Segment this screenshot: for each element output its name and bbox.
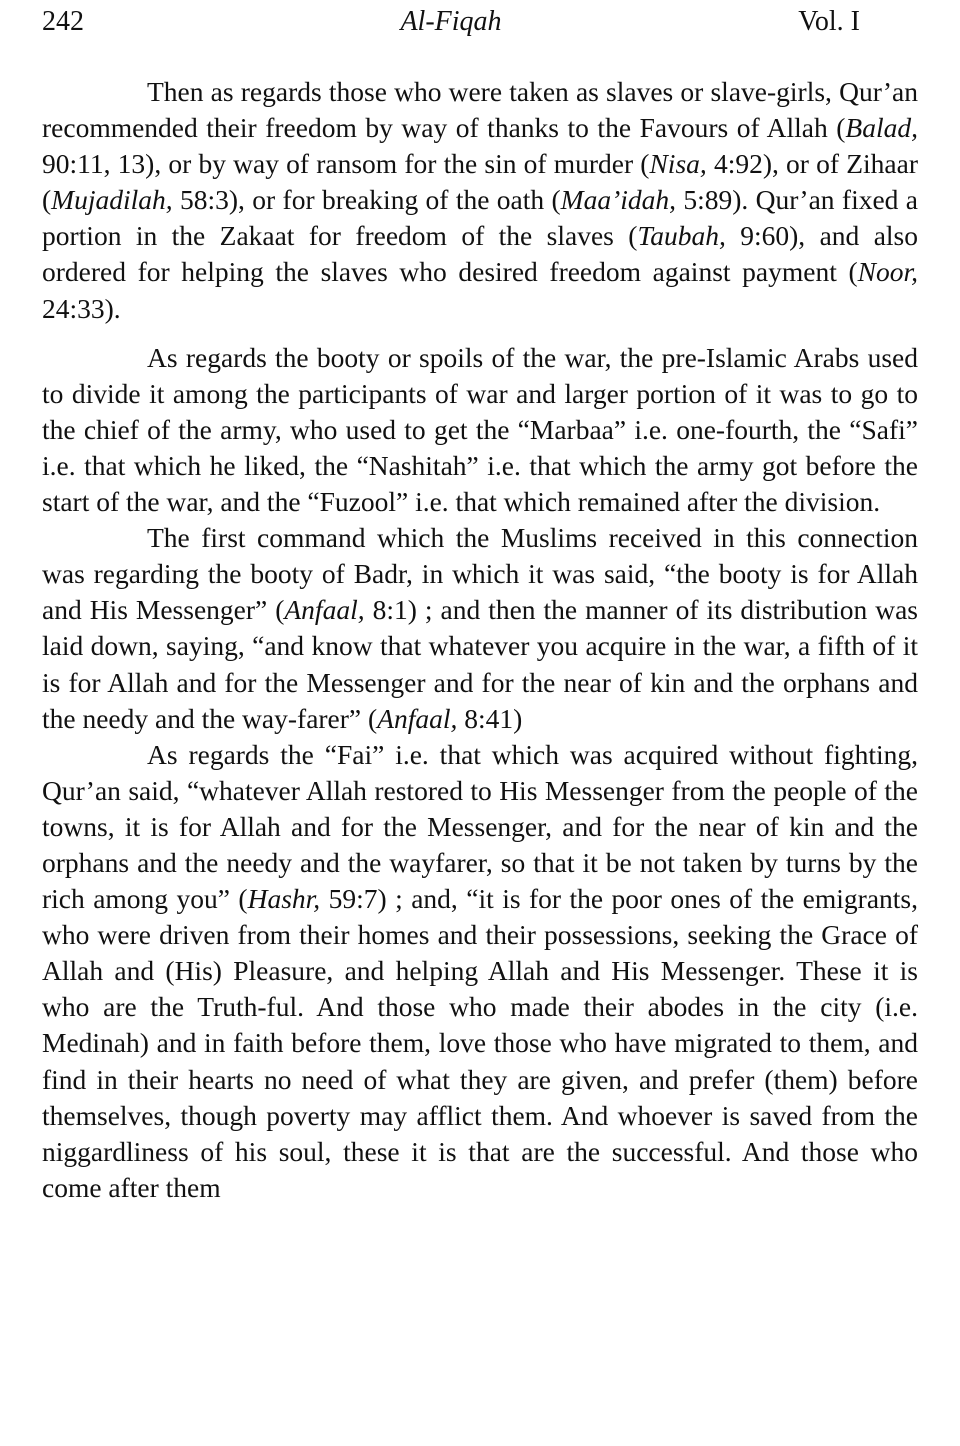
body-paragraph: [42, 340, 918, 520]
text-run: 4:92), or of Zihaar (: [42, 148, 918, 216]
text-run: 8:1) ; and then the manner of its distribution was laid down, saying, “and know that whatever you acquire in the war, a fifth of it is for Allah and for the Messenger and for the near of kin and the orphans and the needy and the way-farer” (: [42, 594, 919, 734]
text-run: 58:3), or for breaking of the oath (: [172, 184, 561, 216]
text-run: Then as regards those who were taken as slaves or slave-girls, Qur’an recommended their freedom by way of thanks to the Favours of Allah (: [42, 76, 918, 144]
text-run: 8:41): [457, 702, 523, 734]
body-paragraph: [42, 74, 918, 327]
body-text: [42, 74, 918, 1206]
citation-source: Hashr,: [247, 883, 321, 915]
page-number: 242: [42, 6, 84, 37]
text-run: The first command which the Muslims received in this connection was regarding the booty of Badr, in which it was said, “the booty is for Allah and His Messenger” (: [42, 522, 918, 626]
text-run: 59:7) ; and, “it is for the poor ones of the emigrants, who were driven from their homes and their possessions, seeking the Grace of Allah and (His) Pleasure, and helping Allah and His Messenger. These it is who are the Truth-ful. And those who made their abodes in the city (i.e. Medinah) and in faith before them, love those who have migrated to them, and find in their hearts no need of what they are given, and prefer (them) before themselves, though poverty may afflict them. And whoever is saved from the niggardliness of his soul, these it is that are the successful. And those who come after them: [42, 883, 918, 1203]
text-run: 9:60), and also ordered for helping the slaves who desired freedom against payment (: [42, 220, 918, 288]
citation-source: Noor,: [857, 256, 918, 288]
body-paragraph: [42, 737, 918, 1206]
citation-source: Balad,: [845, 112, 918, 144]
citation-source: Maa’idah,: [560, 184, 676, 216]
body-paragraph: [42, 520, 918, 737]
text-run: As regards the “Fai” i.e. that which was acquired without fighting, Qur’an said, “whatever Allah restored to His Messenger from the people of the towns, it is for Allah and for the Messenger, and for the near of kin and the orphans and the needy and the wayfarer, so that it be not taken by turns by the rich among you” (: [42, 738, 918, 915]
citation-source: Mujadilah,: [51, 184, 173, 216]
running-header: [42, 2, 860, 42]
volume-label: Vol. I: [798, 6, 860, 37]
citation-source: Taubah,: [637, 220, 726, 252]
text-run: 5:89). Qur’an fixed a portion in the Zakaat for freedom of the slaves (: [42, 184, 918, 252]
text-run: 90:11, 13), or by way of ransom for the sin of murder (: [42, 148, 650, 180]
running-title: Al-Fiqah: [400, 6, 502, 37]
citation-source: Anfaal,: [284, 594, 365, 626]
text-run: As regards the booty or spoils of the war, the pre-Islamic Arabs used to divide it among the participants of war and larger portion of it was to go to the chief of the army, who used to get the “Marbaa” i.e. one-fourth, the “Safi” i.e. that which he liked, the “Nashitah” i.e. that which the army got before the start of the war, and the “Fuzool” i.e. that which remained after the division.: [42, 341, 918, 518]
citation-source: Nisa,: [649, 148, 707, 180]
citation-source: Anfaal,: [377, 702, 458, 734]
text-run: 24:33).: [42, 292, 121, 324]
